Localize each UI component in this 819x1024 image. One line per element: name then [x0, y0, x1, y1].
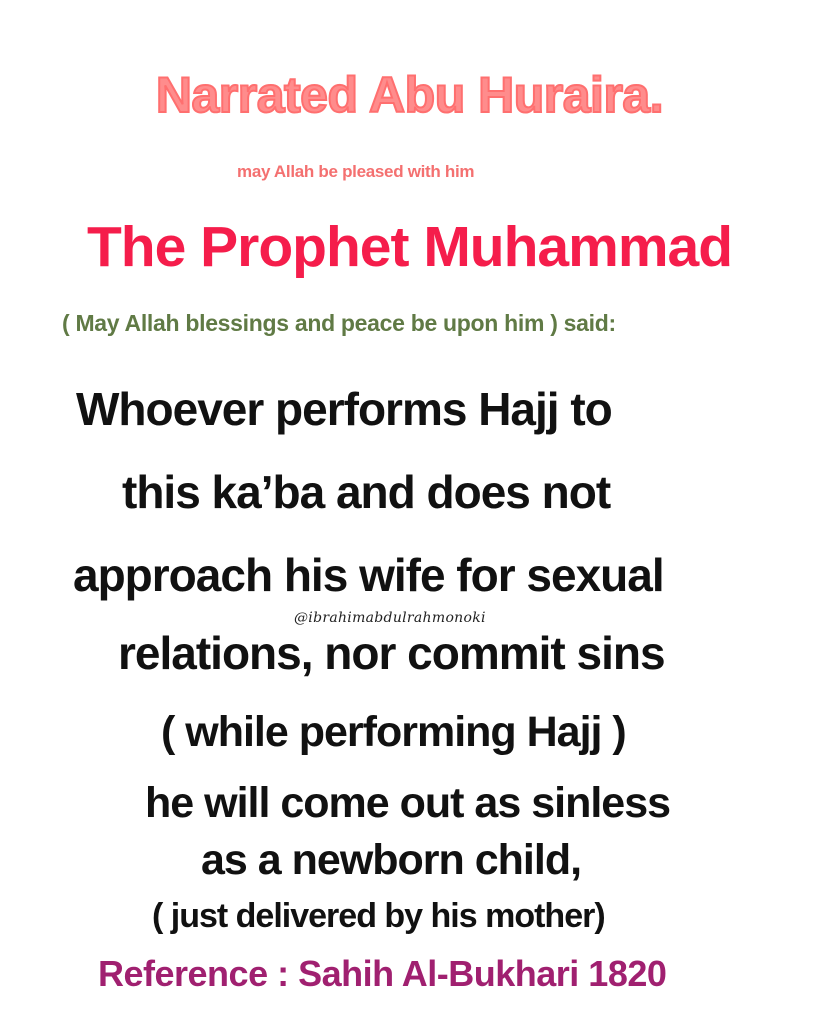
- hadith-line: as a newborn child,: [201, 836, 582, 884]
- hadith-line: this ka’ba and does not: [122, 466, 611, 518]
- narrator-heading: Narrated Abu Huraira.: [155, 67, 664, 123]
- hadith-line: approach his wife for sexual: [73, 549, 664, 601]
- author-watermark: @ibrahimabdulrahmonoki: [294, 610, 486, 626]
- salawat-text: ( May Allah blessings and peace be upon him ) said:: [62, 310, 616, 336]
- reference-citation: Reference : Sahih Al-Bukhari 1820: [98, 953, 667, 994]
- hadith-line: Whoever performs Hajj to: [76, 383, 612, 435]
- hadith-line: ( while performing Hajj ): [161, 708, 626, 756]
- hadith-line: ( just delivered by his mother): [152, 897, 605, 935]
- hadith-line: he will come out as sinless: [145, 779, 671, 827]
- hadith-line: relations, nor commit sins: [118, 627, 665, 679]
- prophet-heading: The Prophet Muhammad: [86, 215, 733, 279]
- narrator-honorific: may Allah be pleased with him: [237, 162, 475, 181]
